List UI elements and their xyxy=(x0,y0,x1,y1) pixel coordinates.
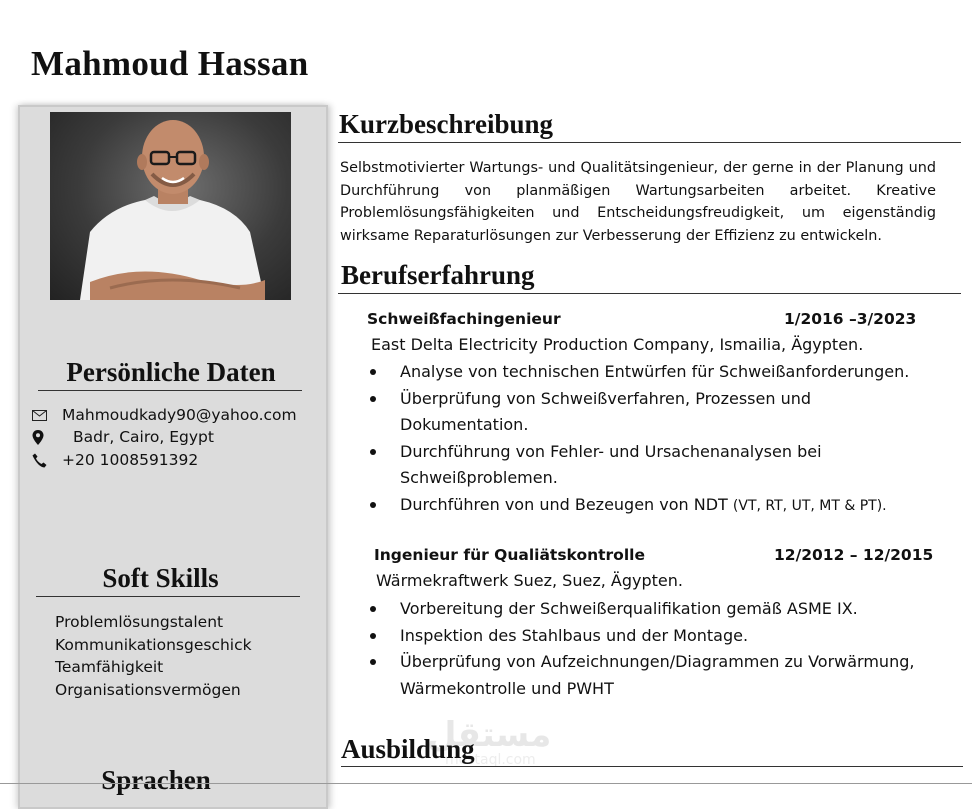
contact-location: Badr, Cairo, Egypt xyxy=(73,428,214,446)
contact-phone-row xyxy=(32,450,198,470)
contact-phone[interactable]: +20 1008591392 xyxy=(62,451,199,469)
contact-email-row xyxy=(32,405,297,425)
watermark-url: mostaql.com xyxy=(445,752,536,768)
profile-photo-illustration xyxy=(50,112,291,300)
job-title: Ingenieur für Qualiätskontrolle xyxy=(374,546,645,564)
job-duties-list xyxy=(369,359,929,519)
job-company: Wärmekraftwerk Suez, Suez, Ägypten. xyxy=(376,571,683,590)
job-duty-item xyxy=(369,623,929,650)
location-pin-icon xyxy=(32,430,56,445)
personal-data-rule xyxy=(38,390,302,391)
summary-rule xyxy=(338,142,961,143)
contact-location-row xyxy=(32,427,214,447)
job-title: Schweißfachingenieur xyxy=(367,310,561,328)
job-duties-list xyxy=(369,596,929,702)
job-duty-item xyxy=(369,492,929,520)
contact-email[interactable]: Mahmoudkady90@yahoo.com xyxy=(62,406,297,424)
job-duty-text: Analyse von technischen Entwürfen für Schweißanforderungen. xyxy=(400,362,910,381)
job-duty-text: Vorbereitung der Schweißerqualifikation gemäß ASME IX. xyxy=(400,599,858,618)
job-duty-item xyxy=(369,359,929,386)
skill-item: Problemlösungstalent xyxy=(55,613,224,631)
job-dates: 1/2016 –3/2023 xyxy=(784,310,917,328)
envelope-icon xyxy=(32,410,56,421)
education-heading: Ausbildung xyxy=(341,734,475,764)
experience-heading: Berufserfahrung xyxy=(341,260,535,290)
job-duty-item xyxy=(369,386,929,439)
job-duty-item xyxy=(369,649,929,702)
job-dates: 12/2012 – 12/2015 xyxy=(774,546,934,564)
skill-item: Organisationsvermögen xyxy=(55,681,241,699)
summary-heading: Kurzbeschreibung xyxy=(339,109,554,139)
job-duty-text: Durchführen von und Bezeugen von NDT xyxy=(400,494,728,514)
phone-icon xyxy=(32,453,56,468)
soft-skills-rule xyxy=(36,596,300,597)
languages-heading: Sprachen xyxy=(101,765,211,795)
personal-data-heading: Persönliche Daten xyxy=(66,357,276,387)
job-duty-text: Überprüfung von Schweißverfahren, Prozessen und Dokumentation. xyxy=(400,388,812,434)
skill-item: Kommunikationsgeschick xyxy=(55,636,252,654)
page-bottom-divider xyxy=(0,783,972,784)
job-duty-item xyxy=(369,596,929,623)
job-duty-text: Durchführung von Fehler- und Ursachenanalysen bei Schweißproblemen. xyxy=(400,441,822,487)
job-company: East Delta Electricity Production Company, Ismailia, Ägypten. xyxy=(371,335,864,354)
job-duty-text: Inspektion des Stahlbaus und der Montage. xyxy=(400,625,749,645)
education-rule xyxy=(341,766,963,767)
skill-item: Teamfähigkeit xyxy=(55,658,164,676)
profile-photo xyxy=(50,112,291,300)
job-duty-item xyxy=(369,439,929,492)
resume-name: Mahmoud Hassan xyxy=(31,44,309,83)
ndt-methods: (VT, RT, UT, MT & PT). xyxy=(732,497,887,514)
summary-text: Selbstmotivierter Wartungs- und Qualitätsingenieur, der gerne in der Planung und Durchführung von planmäßigen Wartungsarbeiten arbeitet. Kreative Problemlösungsfähigkeiten und Entscheidungsfreudigkeit, um eigenständig wirksame Reparaturlösungen zur Verbesserung der Effizienz zu entwickeln. xyxy=(340,160,936,244)
job-duty-text: Überprüfung von Aufzeichnungen/Diagrammen zu Vorwärmung, Wärmekontrolle und PWHT xyxy=(400,652,915,698)
watermark-logo: مستقل xyxy=(427,715,552,755)
experience-rule xyxy=(338,293,961,294)
soft-skills-heading: Soft Skills xyxy=(102,563,219,593)
